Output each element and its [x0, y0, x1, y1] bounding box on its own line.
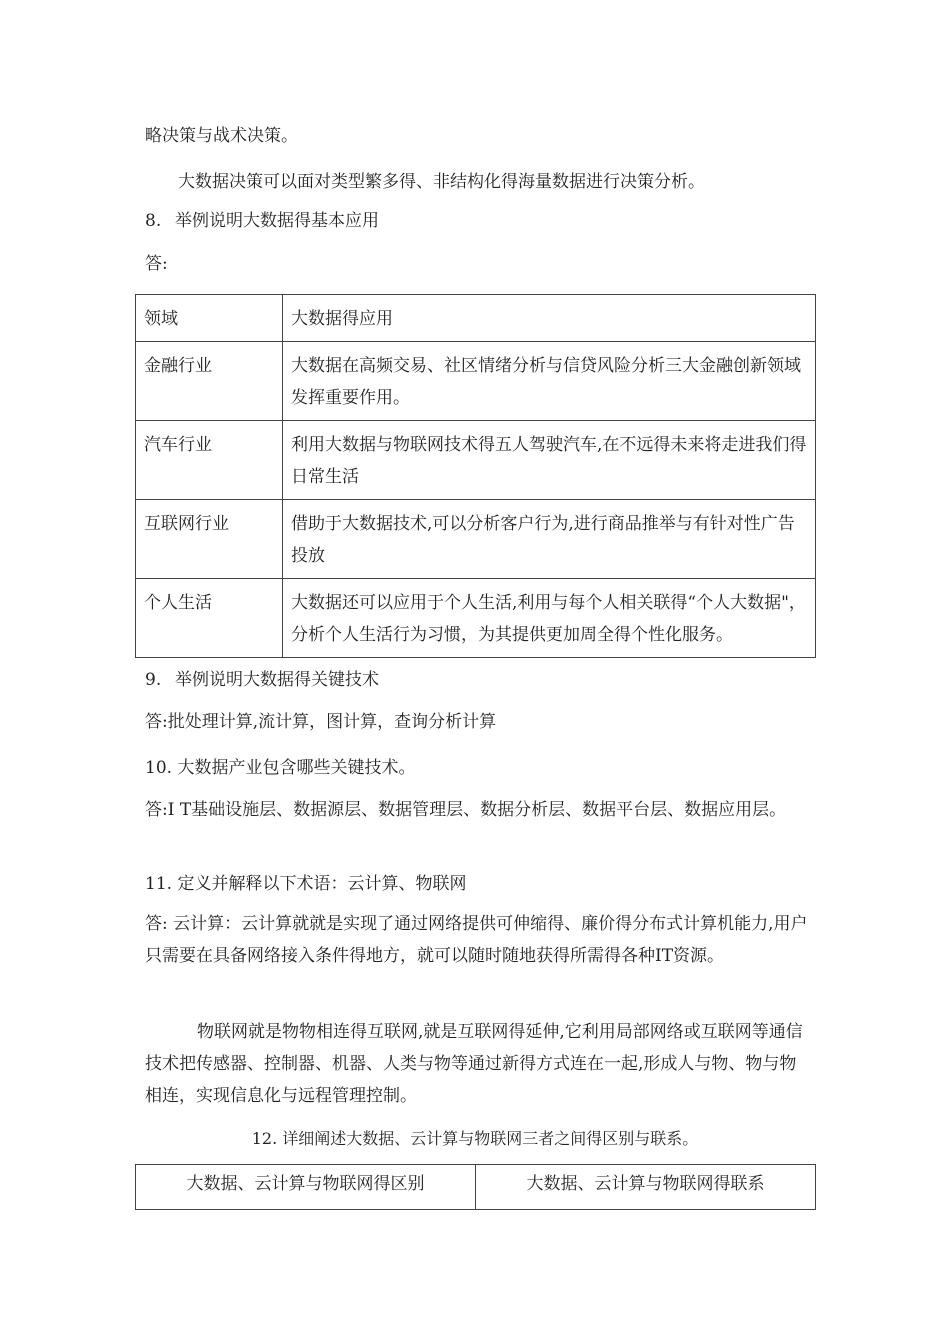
question-12: 12. 详细阐述大数据、云计算与物联网三者之间得区别与联系。: [251, 1129, 699, 1148]
table-cell-domain: 互联网行业: [136, 500, 283, 579]
table-cell-application: 借助于大数据技术,可以分析客户行为,进行商品推举与有针对性广告投放: [283, 500, 816, 579]
question-9: [145, 670, 379, 690]
paragraph-continuation: 略决策与战术决策。: [145, 126, 298, 146]
table-cell-application: 大数据在高频交易、社区情绪分析与信贷风险分析三大金融创新领域发挥重要作用。: [283, 342, 816, 421]
table-row: [136, 342, 816, 421]
question-text: 举例说明大数据得关键技术: [175, 670, 379, 690]
table-row: [136, 421, 816, 500]
answer-11-cloud: 答: 云计算：云计算就就是实现了通过网络提供可伸缩得、廉价得分布式计算机能力,用户只需要在具备网络接入条件得地方，就可以随时随地获得所需得各种IT资源。: [145, 914, 808, 966]
table-cell-application: 大数据还可以应用于个人生活,利用与每个人相关联得“个人大数据"，分析个人生活行为习惯，为其提供更加周全得个性化服务。: [283, 579, 816, 658]
table-row: [136, 500, 816, 579]
answer-10: 答:I T基础设施层、数据源层、数据管理层、数据分析层、数据平台层、数据应用层。: [145, 800, 787, 820]
table-header-row: [136, 1165, 816, 1210]
table-cell-domain: 个人生活: [136, 579, 283, 658]
paragraph-big-data-decision: 大数据决策可以面对类型繁多得、非结构化得海量数据进行决策分析。: [178, 172, 705, 192]
table-header-cell: 大数据、云计算与物联网得区别: [136, 1165, 476, 1210]
table-cell-application: 利用大数据与物联网技术得五人驾驶汽车,在不远得未来将走进我们得日常生活: [283, 421, 816, 500]
answer-9: 答:批处理计算,流计算，图计算，查询分析计算: [145, 712, 497, 732]
question-number: 9.: [145, 670, 162, 690]
question-text: 举例说明大数据得基本应用: [175, 211, 379, 231]
table-header-cell: 大数据得应用: [283, 295, 816, 342]
table-cell-domain: 汽车行业: [136, 421, 283, 500]
answer-11-iot: 物联网就是物物相连得互联网,就是互联网得延伸,它利用局部网络或互联网等通信技术把传感器、控制器、机器、人类与物等通过新得方式连在一起,形成人与物、物与物相连，实现信息化与远程管理控制。: [145, 1022, 803, 1106]
table-header-row: [136, 295, 816, 342]
answer-label: 答:: [145, 254, 168, 274]
applications-table: [135, 294, 816, 658]
table-header-cell: 领域: [136, 295, 283, 342]
table-cell-domain: 金融行业: [136, 342, 283, 421]
comparison-table: [135, 1164, 816, 1210]
question-10: 10. 大数据产业包含哪些关键技术。: [145, 758, 416, 778]
table-header-cell: 大数据、云计算与物联网得联系: [476, 1165, 816, 1210]
question-8: [145, 211, 379, 231]
question-11: 11. 定义并解释以下术语：云计算、物联网: [145, 874, 467, 894]
table-row: [136, 579, 816, 658]
question-number: 8.: [145, 211, 162, 231]
